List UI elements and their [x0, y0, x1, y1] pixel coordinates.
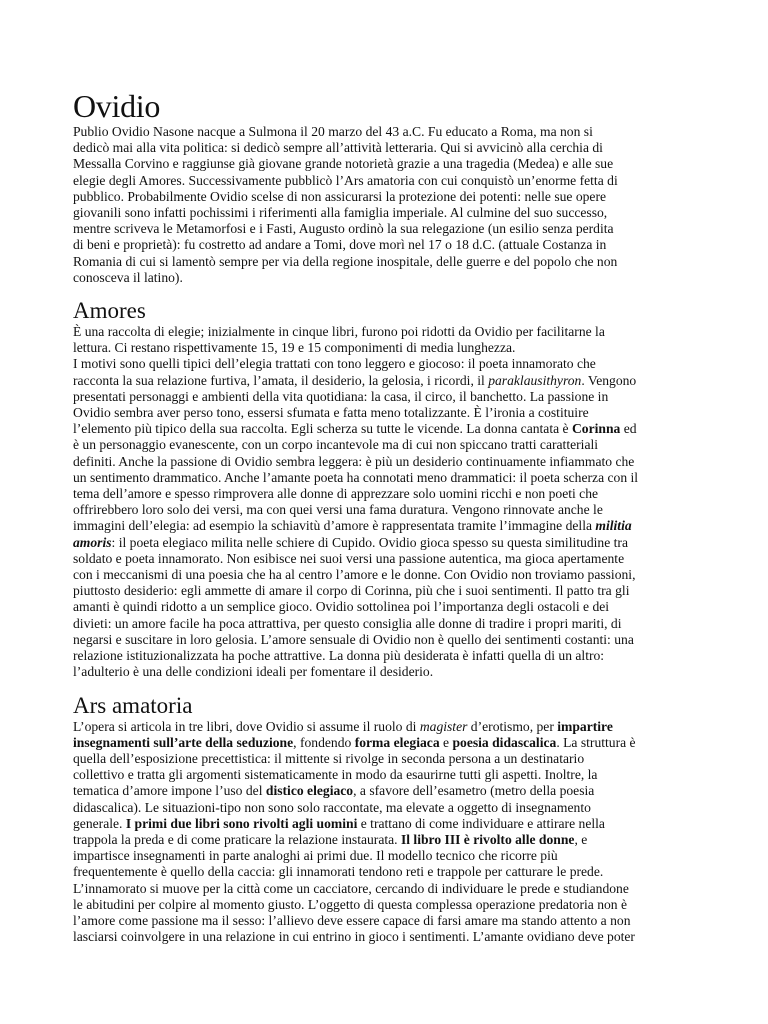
text-line: collettivo e tratta gli argomenti sistematicamente in modo da esaurirne tutti gli aspetti. Inoltre, la	[73, 767, 598, 783]
text-line: presentati personaggi e ambienti della vita quotidiana: la casa, il circo, il banchetto. La passione in	[73, 388, 609, 404]
text-line: didascalica). Le situazioni-tipo non sono solo raccontate, ma elevate a oggetto di insegnamento	[73, 799, 591, 815]
text-line: Romania di cui si lamentò sempre per via della regione inospitale, delle guerre e del popolo che non	[73, 253, 618, 269]
text-segment: e trattano di come individuare e attirare nella	[357, 815, 605, 831]
emphasis-text: Il libro III è rivolto alle donne	[400, 831, 575, 847]
section-ovidio-body	[73, 124, 695, 286]
text-line: Publio Ovidio Nasone nacque a Sulmona il 20 marzo del 43 a.C. Fu educato a Roma, ma non si	[73, 124, 593, 139]
emphasis-text: distico elegiaco	[265, 783, 354, 799]
text-line: L’innamorato si muove per la città come un cacciatore, cercando di individuare le prede e studiandone	[73, 880, 629, 896]
text-line: È una raccolta di elegie; inizialmente in cinque libri, furono poi ridotti da Ovidio per facilitarne la	[73, 324, 605, 340]
text-line: dedicò mai alla vita politica: si dedicò sempre all’attività letteraria. Qui si avvicinò alla cerchia di	[73, 140, 603, 156]
text-line: impartisce insegnamenti in parte analoghi ai primi due. Il modello tecnico che ricorre più	[73, 848, 558, 864]
text-line	[73, 832, 695, 848]
text-line: lasciarsi coinvolgere in una relazione in cui entrino in gioco i sentimenti. L’amante ovidiano deve poter	[73, 929, 635, 945]
text-line: I motivi sono quelli tipici dell’elegia trattati con tono leggero e giocoso: il poeta innamorato che	[73, 356, 596, 372]
section-ars-amatoria-body	[73, 719, 695, 946]
section-gap	[73, 681, 695, 693]
text-line: elegie degli Amores. Successivamente pubblicò l’Ars amatoria con cui conquistò un’enorme fetta di	[73, 172, 618, 188]
text-line: piuttosto desiderio: egli ammette di amare il corpo di Corinna, più che i suoi sentimenti. Il patto tra gli	[73, 583, 630, 599]
text-line: soldato e poeta innamorato. Non esibisce nei suoi versi una passione autentica, ma gioca apertamente	[73, 550, 625, 566]
emphasis-text: militia	[595, 518, 632, 534]
document-page	[73, 88, 695, 945]
text-line: l’adulterio è una delle condizioni ideali per fomentare il desiderio.	[73, 664, 434, 680]
text-segment: . Vengono	[581, 372, 637, 388]
emphasis-text: magister	[419, 718, 468, 734]
text-line: le abitudini per colpire al momento giusto. L’oggetto di questa complessa operazione predatoria non è	[73, 896, 628, 912]
text-segment: generale.	[73, 815, 126, 831]
text-segment: : il poeta elegiaco milita nelle schiere di Cupido. Ovidio gioca spesso su questa similitudine tra	[111, 534, 628, 550]
text-segment: e	[439, 734, 453, 750]
text-segment: L’opera si articola in tre libri, dove Ovidio si assume il ruolo di	[73, 718, 420, 734]
heading-ars-amatoria: Ars amatoria	[73, 692, 193, 718]
text-line: definiti. Anche la passione di Ovidio sembra leggera: è più un desiderio continuamente infiammato che	[73, 453, 635, 469]
emphasis-text: poesia didascalica	[452, 734, 557, 750]
text-segment: ed	[620, 421, 637, 437]
text-line: divieti: un amore facile ha poca attrattiva, per questo consiglia alle donne di tradire i propri mariti, di	[73, 615, 622, 631]
emphasis-text: impartire	[557, 718, 613, 734]
text-line: con i meccanismi di una poesia che ha al centro l’amore e le donne. Con Ovidio non troviamo passioni,	[73, 567, 636, 583]
emphasis-text: I primi due libri sono rivolti agli uomini	[125, 815, 358, 831]
text-line: un sentimento drammatico. Anche l’amante poeta ha connotati meno drammatici: il poeta scherza con il	[73, 469, 639, 485]
title-ovidio: Ovidio	[73, 88, 161, 124]
text-line: pubblico. Probabilmente Ovidio scelse di non assicurarsi la protezione dei potenti: nelle sue opere	[73, 188, 607, 204]
emphasis-text: paraklausithyron	[488, 372, 582, 388]
text-segment: immagini dell’elegia: ad esempio la schiavitù d’amore è rappresentata tramite l’immagine della	[73, 518, 596, 534]
text-line: mentre scriveva le Metamorfosi e i Fasti, Augusto ordinò la sua relegazione (un esilio senza perdita	[73, 221, 614, 237]
text-line: Ovidio sembra aver perso tono, essersi sfumata e fatta meno totalizzante. È l’ironia a costituire	[73, 405, 589, 421]
text-segment: d’erotismo, per	[467, 718, 558, 734]
text-line: amanti è quindi ridotto a un semplice gioco. Ovidio sottolinea poi l’importanza degli ostacoli e dei	[73, 599, 610, 615]
text-line	[73, 373, 695, 389]
text-line: conosceva il latino).	[73, 269, 183, 285]
text-segment: , a sfavore dell’esametro (metro della poesia	[353, 783, 595, 799]
text-line: lettura. Ci restano rispettivamente 15, 19 e 15 componimenti di media lunghezza.	[73, 340, 516, 356]
text-line: l’amore come passione ma il sesso: l’allievo deve essere capace di farsi amare ma stando attento a non	[73, 912, 631, 928]
emphasis-text: insegnamenti sull’arte della seduzione	[73, 734, 294, 750]
text-segment: racconta la sua relazione furtiva, l’amata, il desiderio, la gelosia, i ricordi, il	[73, 372, 489, 388]
text-segment: , e	[574, 831, 588, 847]
text-line: quella dell’esposizione precettistica: il mittente si rivolge in seconda persona a un destinatario	[73, 750, 585, 766]
text-segment: l’elemento più tipico della sua raccolta. Egli scherza su tutte le vicende. La donna cantata è	[73, 421, 572, 437]
text-line	[73, 421, 695, 437]
text-line: Messalla Corvino e raggiunse già giovane grande notorietà grazie a una tragedia (Medea) e alle sue	[73, 156, 614, 172]
heading-amores: Amores	[73, 298, 146, 324]
text-line	[73, 735, 695, 751]
emphasis-text: amoris	[73, 534, 112, 550]
emphasis-text: forma elegiaca	[354, 734, 440, 750]
section-gap	[73, 286, 695, 298]
text-line	[73, 535, 695, 551]
text-line: relazione istituzionalizzata ha poche attrattive. La donna più desiderata è infatti quella di un altro:	[73, 648, 605, 664]
text-line: negarsi e suscitare in loro gelosia. L’amore sensuale di Ovidio non è quello dei sentimenti costanti: una	[73, 631, 634, 647]
emphasis-text: Corinna	[571, 421, 621, 437]
text-line: tema dell’amore e spesso rimprovera alle donne di apprezzare solo uomini ricchi e non poeti che	[73, 486, 599, 502]
text-segment: tematica d’amore impone l’uso del	[73, 783, 266, 799]
text-segment: . La struttura è	[556, 734, 636, 750]
text-line: offrirebbero loro solo dei versi, ma con quei versi una fama duratura. Vengono rinnovate anche le	[73, 502, 603, 518]
text-segment: trappola la preda e di come praticare la relazione instaurata.	[73, 831, 401, 847]
text-line: giovanili sono infatti pochissimi i riferimenti alla famiglia imperiale. Al culmine del suo successo,	[73, 205, 608, 221]
text-line: di beni e proprietà): fu costretto ad andare a Tomi, dove morì nel 17 o 18 d.C. (attuale Costanza in	[73, 237, 607, 253]
text-line: è un personaggio evanescente, con un corpo incantevole ma di cui non spiccano tratti caratteriali	[73, 437, 599, 453]
text-line	[73, 719, 695, 735]
text-line	[73, 783, 695, 799]
text-segment: , fondendo	[293, 734, 355, 750]
text-line	[73, 518, 695, 534]
text-line: frequentemente è quello della caccia: gli innamorati tendono reti e trappole per catturare le prede.	[73, 864, 604, 880]
section-amores-body	[73, 324, 695, 680]
text-line	[73, 816, 695, 832]
